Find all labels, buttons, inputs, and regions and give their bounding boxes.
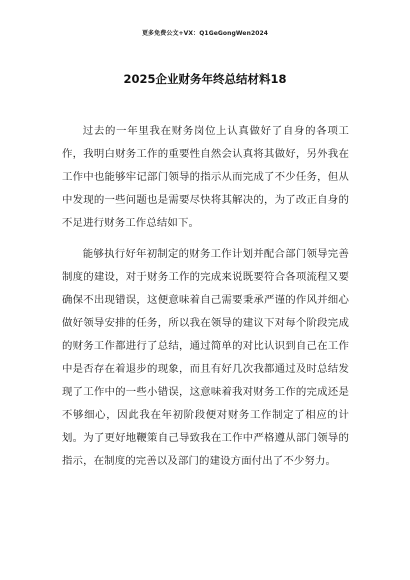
paragraph-2: 能够执行好年初制定的财务工作计划并配合部门领导完善制度的建设，对于财务工作的完成来说既要符合各项流程又要确保不出现错误，这便意味着自己需要秉承严谨的作风并细心做好领导安排的任务，所以我在领导的建议下对每个阶段完成的财务工作都进行了总结，通过简单的对比认识到自己在工作中是否存在着退步的现象，而且有好几次我都通过及时总结发现了工作中的一些小错误，这意味着我对财务工作的完成还是不够细心，因此我在年初阶段便对财务工作制定了相应的计划。为了更好地鞭策自己导致我在工作中严格遵从部门领导的指示，在制度的完善以及部门的建设方面付出了不少努力。 xyxy=(62,248,349,467)
page-header: 更多免费公文+VX：Q1GeGongWen2024 xyxy=(141,30,269,37)
document-title: 2025企业财务年终总结材料18 xyxy=(123,72,287,86)
paragraph-1: 过去的一年里我在财务岗位上认真做好了自身的各项工作，我明白财务工作的重要性自然会认真将其做好，另外我在工作中也能够牢记部门领导的指示从而完成了不少任务，但从中发现的一些问题也是需要尽快将其解决的，为了改正自身的不足进行财务工作总结如下。 xyxy=(62,125,349,229)
